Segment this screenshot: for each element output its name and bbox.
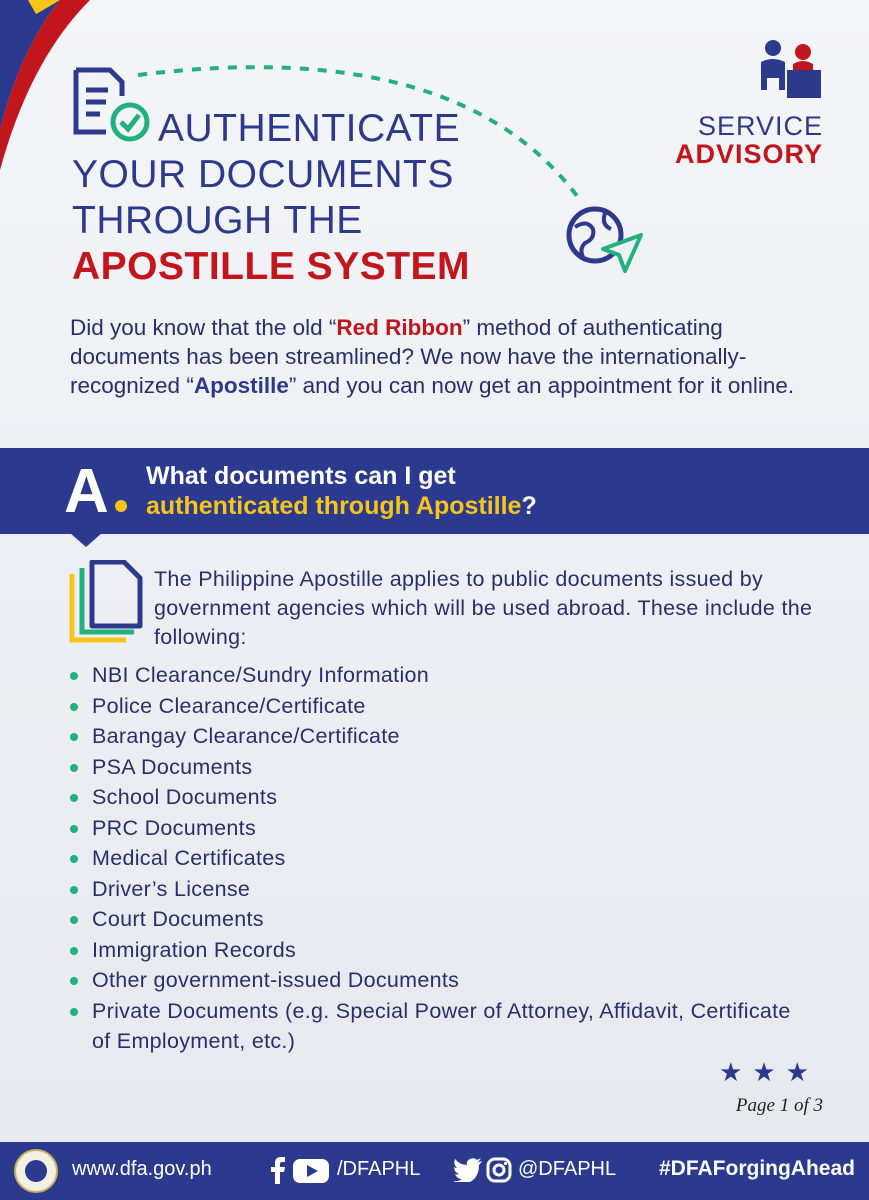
list-item (68, 721, 808, 752)
instagram-icon[interactable] (486, 1157, 512, 1183)
list-item-text: NBI Clearance/Sundry Information (92, 663, 430, 687)
bullet-dot (70, 886, 78, 894)
website-link[interactable]: www.dfa.gov.ph (72, 1158, 212, 1180)
facebook-youtube-handle[interactable]: /DFAPHL (337, 1158, 421, 1180)
list-item (68, 874, 808, 905)
list-item-text: PSA Documents (92, 754, 253, 779)
document-stack-icon (68, 560, 144, 644)
title-line-1: AUTHENTICATE (158, 107, 461, 150)
title-line-4: APOSTILLE SYSTEM (72, 245, 471, 288)
intro-red-ribbon: Red Ribbon (336, 315, 463, 340)
question-highlight: authenticated through Apostille (146, 492, 522, 520)
list-item-text: Driver’s License (92, 876, 251, 901)
list-item-text: Police Clearance/Certificate (92, 693, 366, 718)
badge-service: SERVICE (697, 111, 823, 141)
bullet-dot (70, 977, 78, 985)
title-line-2: YOUR DOCUMENTS (72, 153, 454, 196)
intro-text-1: Did you know that the old “ (70, 315, 337, 340)
section-letter: A (64, 457, 109, 526)
list-item-text: PRC Documents (92, 815, 257, 840)
twitter-icon[interactable] (453, 1158, 483, 1182)
list-item (68, 904, 808, 935)
bullet-dot (70, 916, 78, 924)
list-item (68, 965, 808, 996)
list-item-text: School Documents (92, 785, 278, 809)
bullet-dot (70, 947, 78, 955)
footer (0, 1142, 869, 1200)
badge-advisory: ADVISORY (674, 139, 823, 169)
question-line-2 (146, 492, 537, 521)
intro-text-2: ” method of authenticating documents has been streamlined? We now have the internationally-recognized “ (70, 315, 747, 398)
list-item (68, 691, 808, 722)
section-letter-dot (115, 500, 127, 512)
list-item-text: Medical Certificates (92, 846, 286, 870)
title-line-3: THROUGH THE (72, 199, 363, 242)
list-item (68, 752, 808, 783)
bullet-dot (70, 764, 78, 772)
section-a-header (0, 448, 869, 534)
intro-text-3: ” and you can now get an appointment for it online. (288, 373, 795, 398)
list-item-text: Private Documents (e.g. Special Power of Attorney, Affidavit, Certificate of Employment, etc.) (92, 998, 791, 1053)
bullet-dot (70, 825, 78, 833)
bullet-dot (70, 672, 78, 680)
section-notch (70, 533, 102, 547)
page-stars: ★★★ (719, 1057, 819, 1087)
question-line-1: What documents can I get (146, 462, 456, 490)
list-item-text: Immigration Records (92, 937, 297, 962)
twitter-instagram-handle[interactable]: @DFAPHL (518, 1158, 617, 1180)
list-item (68, 935, 808, 966)
list-item (68, 660, 808, 691)
globe-send-icon (565, 205, 645, 275)
document-list (68, 660, 808, 1057)
page-indicator: Page 1 of 3 (735, 1095, 823, 1116)
person-desk-icon (757, 38, 823, 104)
bullet-dot (70, 1008, 78, 1016)
list-item (68, 782, 808, 813)
bullet-dot (70, 733, 78, 741)
list-item-text: Barangay Clearance/Certificate (92, 724, 400, 748)
bullet-dot (70, 794, 78, 802)
facebook-icon[interactable] (268, 1156, 286, 1184)
list-item-text: Court Documents (92, 907, 264, 931)
list-item (68, 843, 808, 874)
youtube-icon[interactable] (292, 1158, 330, 1184)
intro-paragraph (70, 313, 810, 400)
section-description: The Philippine Apostille applies to public documents issued by government agencies which will be used abroad. These include the following: (154, 567, 813, 649)
dfa-seal-icon (14, 1149, 58, 1193)
list-item (68, 813, 808, 844)
intro-apostille: Apostille (193, 373, 289, 398)
hashtag: #DFAForgingAhead (658, 1157, 855, 1180)
bullet-dot (70, 703, 78, 711)
question-mark: ? (521, 492, 537, 520)
list-item (68, 996, 808, 1057)
page-title (72, 106, 502, 290)
list-item-text: Other government-issued Documents (92, 968, 460, 992)
bullet-dot (70, 855, 78, 863)
service-advisory-badge (643, 38, 823, 168)
